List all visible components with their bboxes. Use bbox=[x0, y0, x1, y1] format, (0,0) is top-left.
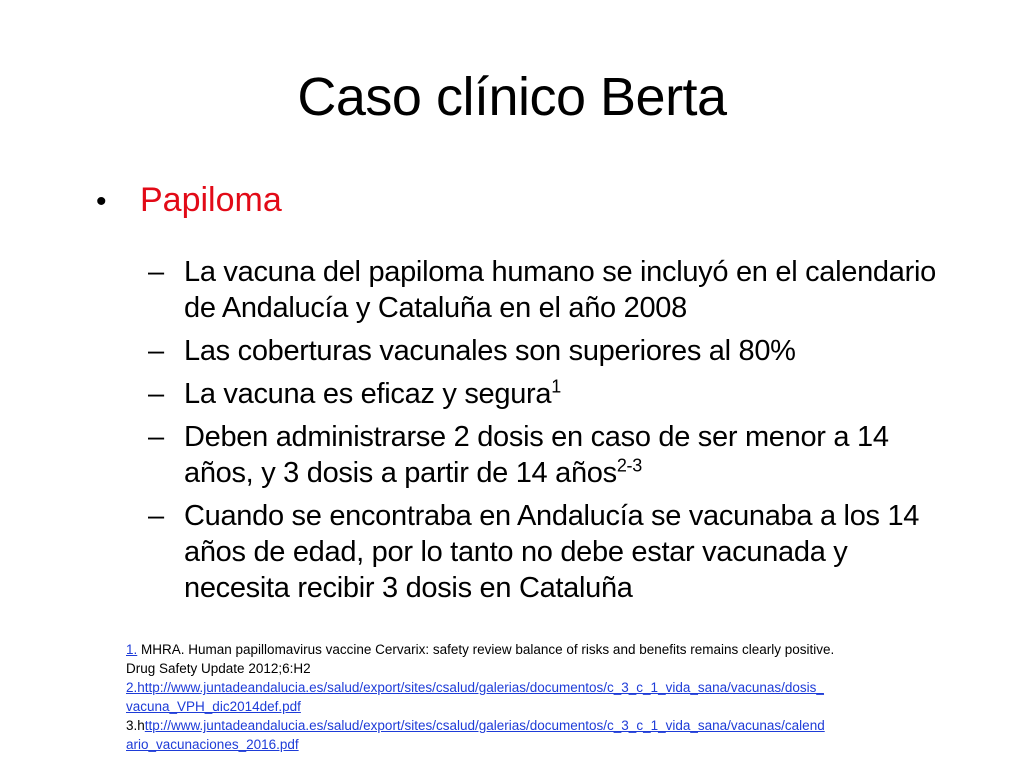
sub-bullet-coverage bbox=[148, 333, 958, 369]
bullet-dot: • bbox=[96, 185, 107, 218]
dash-marker: – bbox=[148, 421, 164, 453]
dash-marker: – bbox=[148, 256, 164, 288]
reference-3-prefix: 3.h bbox=[126, 718, 145, 733]
sub-bullet-text: Deben administrarse 2 dosis en caso de ser menor a 14 años, y 3 dosis a partir de 14 años bbox=[184, 421, 889, 489]
sub-bullet-text: Cuando se encontraba en Andalucía se vacunaba a los 14 años de edad, por lo tanto no debe estar vacunada y necesita recibir 3 dosis en Cataluña bbox=[184, 500, 920, 604]
reference-3-link[interactable]: ttp://www.juntadeandalucia.es/salud/export/sites/csalud/galerias/documentos/c_3_c_1_vida_sana/vacunas/calend bbox=[144, 718, 825, 733]
sub-bullet-text: Las coberturas vacunales son superiores al 80% bbox=[184, 335, 796, 367]
reference-3-cont bbox=[126, 735, 916, 754]
sub-bullet-inclusion bbox=[148, 254, 958, 326]
dash-marker: – bbox=[148, 500, 164, 532]
footnote-marker: 1 bbox=[551, 376, 561, 397]
references bbox=[126, 640, 916, 754]
reference-1-text: MHRA. Human papillomavirus vaccine Cervarix: safety review balance of risks and benefits remains clearly positive. bbox=[137, 642, 835, 657]
reference-1-number-link[interactable]: 1. bbox=[126, 642, 138, 657]
sub-bullet-text: La vacuna del papiloma humano se incluyó en el calendario de Andalucía y Cataluña en el año 2008 bbox=[184, 256, 936, 324]
sub-bullet-andalucia bbox=[148, 498, 958, 606]
bullet-papiloma bbox=[96, 178, 282, 224]
bullet-papiloma-label: Papiloma bbox=[140, 181, 282, 219]
footnote-marker: 2-3 bbox=[616, 455, 642, 476]
reference-2-link[interactable]: 2.http://www.juntadeandalucia.es/salud/export/sites/csalud/galerias/documentos/c_3_c_1_vida_sana/vacunas/dosis_ bbox=[126, 680, 824, 695]
sub-bullet-list bbox=[148, 254, 958, 613]
reference-1 bbox=[126, 640, 916, 659]
reference-1-cont: Drug Safety Update 2012;6:H2 bbox=[126, 661, 311, 676]
sub-bullet-doses bbox=[148, 419, 958, 491]
sub-bullet-text: La vacuna es eficaz y segura bbox=[184, 378, 552, 410]
slide-title: Caso clínico Berta bbox=[297, 67, 727, 127]
sub-bullet-efficacy bbox=[148, 376, 958, 412]
dash-marker: – bbox=[148, 335, 164, 367]
dash-marker: – bbox=[148, 378, 164, 410]
reference-3 bbox=[126, 716, 916, 735]
reference-3-link-cont[interactable]: ario_vacunaciones_2016.pdf bbox=[126, 737, 299, 752]
reference-2-link-cont[interactable]: vacuna_VPH_dic2014def.pdf bbox=[126, 699, 301, 714]
reference-2 bbox=[126, 678, 916, 697]
reference-2-cont bbox=[126, 697, 916, 716]
